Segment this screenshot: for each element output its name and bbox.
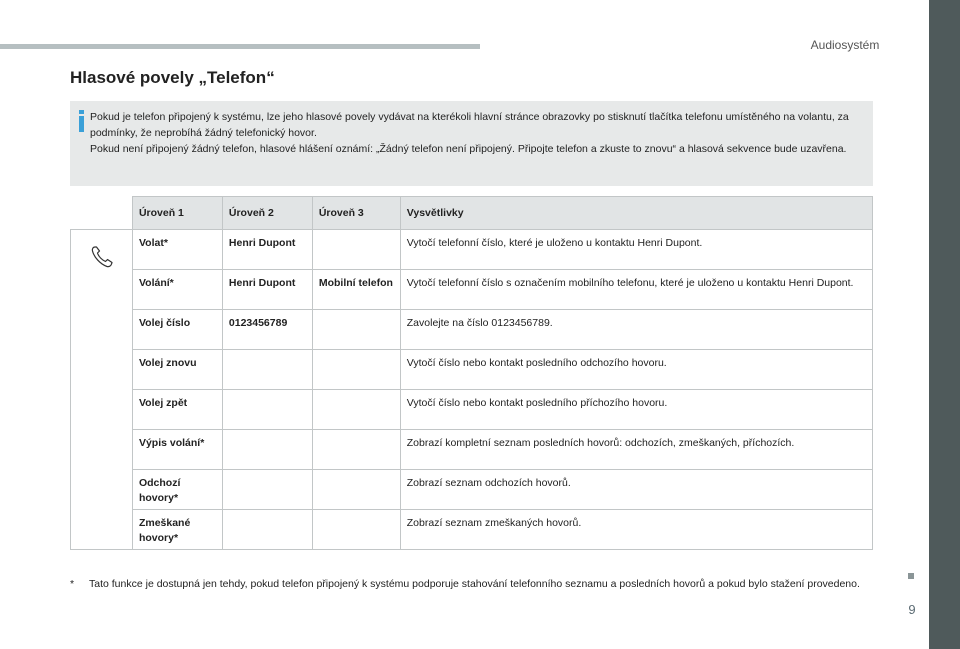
level2-cell xyxy=(222,470,312,510)
description-cell: Vytočí telefonní číslo, které je uloženo u kontaktu Henri Dupont. xyxy=(400,230,872,270)
table-row xyxy=(71,510,873,550)
info-paragraph-2: Pokud není připojený žádný telefon, hlasové hlášení oznámí: „Žádný telefon není připojený. Připojte telefon a zkuste to znovu“ a hlasová sekvence bude uzavřena. xyxy=(90,143,847,155)
description-cell: Vytočí číslo nebo kontakt posledního příchozího hovoru. xyxy=(400,390,872,430)
level1-cell: Volej zpět xyxy=(132,390,222,430)
voice-commands-table xyxy=(70,196,873,550)
header-blank xyxy=(71,197,133,230)
phone-handset-icon xyxy=(89,244,115,270)
description-cell: Zobrazí seznam odchozích hovorů. xyxy=(400,470,872,510)
column-header: Úroveň 3 xyxy=(312,197,400,230)
side-strip xyxy=(929,0,960,649)
table-row xyxy=(71,270,873,310)
level3-cell xyxy=(312,470,400,510)
table-row xyxy=(71,230,873,270)
description-cell: Vytočí telefonní číslo s označením mobilního telefonu, které je uloženo u kontaktu Henri Dupont. xyxy=(400,270,872,310)
level3-cell xyxy=(312,390,400,430)
level2-cell: 0123456789 xyxy=(222,310,312,350)
level3-cell xyxy=(312,510,400,550)
level3-cell xyxy=(312,310,400,350)
level2-cell: Henri Dupont xyxy=(222,230,312,270)
footnote xyxy=(70,576,870,592)
level1-cell: Zmeškané hovory* xyxy=(132,510,222,550)
level2-cell xyxy=(222,430,312,470)
description-cell: Vytočí číslo nebo kontakt posledního odchozího hovoru. xyxy=(400,350,872,390)
table-row xyxy=(71,350,873,390)
phone-icon-cell xyxy=(71,230,133,550)
level1-cell: Volej číslo xyxy=(132,310,222,350)
table-row xyxy=(71,390,873,430)
level2-cell xyxy=(222,510,312,550)
level2-cell xyxy=(222,350,312,390)
info-icon xyxy=(78,110,85,132)
top-rule xyxy=(0,44,480,49)
level3-cell xyxy=(312,230,400,270)
table-header-row xyxy=(71,197,873,230)
level1-cell: Výpis volání* xyxy=(132,430,222,470)
footnote-marker: * xyxy=(70,578,75,590)
level3-cell xyxy=(312,350,400,390)
level1-cell: Volat* xyxy=(132,230,222,270)
description-cell: Zavolejte na číslo 0123456789. xyxy=(400,310,872,350)
page-marker-square xyxy=(908,573,914,579)
page-title: Hlasové povely „Telefon“ xyxy=(70,68,275,87)
column-header: Úroveň 1 xyxy=(132,197,222,230)
column-header: Vysvětlivky xyxy=(400,197,872,230)
level2-cell xyxy=(222,390,312,430)
column-header: Úroveň 2 xyxy=(222,197,312,230)
level1-cell: Volání* xyxy=(132,270,222,310)
description-cell: Zobrazí seznam zmeškaných hovorů. xyxy=(400,510,872,550)
footnote-text: Tato funkce je dostupná jen tehdy, pokud telefon připojený k systému podporuje stahování telefonního seznamu a posledních hovorů a pokud bylo stažení provedeno. xyxy=(89,578,860,590)
level1-cell: Volej znovu xyxy=(132,350,222,390)
description-cell: Zobrazí kompletní seznam posledních hovorů: odchozích, zmeškaných, příchozích. xyxy=(400,430,872,470)
section-label: Audiosystém xyxy=(810,38,880,52)
level2-cell: Henri Dupont xyxy=(222,270,312,310)
table-row xyxy=(71,310,873,350)
page-number: 9 xyxy=(908,602,916,617)
info-paragraph-1: Pokud je telefon připojený k systému, lze jeho hlasové povely vydávat na kterékoli hlavní stránce obrazovky po stisknutí tlačítka telefonu umístěného na volantu, za podmínky, že neprobíhá žádný telefonický hovor. xyxy=(90,111,849,139)
level1-cell: Odchozí hovory* xyxy=(132,470,222,510)
table-row xyxy=(71,470,873,510)
level3-cell: Mobilní telefon xyxy=(312,270,400,310)
info-box xyxy=(70,101,873,186)
table-row xyxy=(71,430,873,470)
level3-cell xyxy=(312,430,400,470)
